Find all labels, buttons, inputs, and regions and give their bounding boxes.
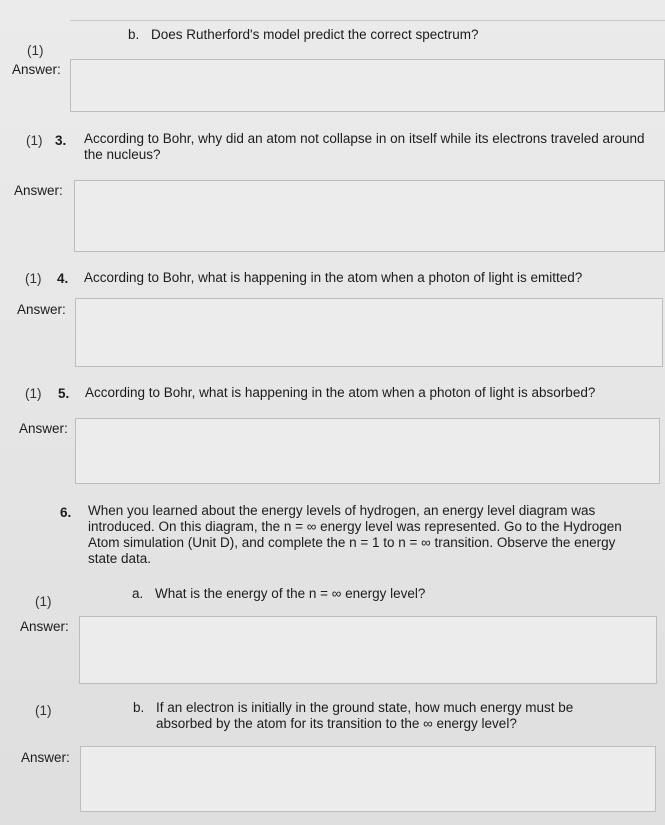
q2b-label: b. bbox=[128, 27, 140, 42]
q6b-answer-box[interactable] bbox=[80, 746, 656, 812]
q4-question: According to Bohr, what is happening in the atom when a photon of light is emitted? bbox=[84, 270, 583, 285]
q6b-question: If an electron is initially in the ground state, how much energy must be absorbed by the atom for its transition to the ∞ energy level? bbox=[156, 700, 574, 731]
q3-answer-label: Answer: bbox=[14, 183, 63, 198]
q6a-points: (1) bbox=[35, 594, 52, 609]
q5-answer-label: Answer: bbox=[19, 421, 68, 436]
q6b-label: b. bbox=[133, 700, 145, 715]
q5-points: (1) bbox=[25, 386, 42, 401]
q6a-answer-box[interactable] bbox=[79, 616, 657, 684]
q6-number: 6. bbox=[60, 505, 72, 520]
q6b-points: (1) bbox=[35, 703, 52, 718]
q3-points: (1) bbox=[26, 133, 43, 148]
q3-number: 3. bbox=[55, 133, 67, 148]
q6a-answer-label: Answer: bbox=[20, 619, 69, 634]
q5-number: 5. bbox=[58, 386, 70, 401]
q3-question: According to Bohr, why did an atom not collapse in on itself while its electrons traveled around the nucleus? bbox=[84, 131, 645, 162]
q6b-answer-label: Answer: bbox=[21, 750, 70, 765]
q2b-question: Does Rutherford's model predict the correct spectrum? bbox=[151, 27, 479, 42]
q3-answer-box[interactable] bbox=[74, 180, 665, 252]
top-rule bbox=[70, 20, 665, 21]
q2b-points: (1) bbox=[27, 43, 44, 58]
q4-points: (1) bbox=[25, 271, 42, 286]
q5-question: According to Bohr, what is happening in the atom when a photon of light is absorbed? bbox=[85, 385, 596, 400]
q6-question: When you learned about the energy levels of hydrogen, an energy level diagram was introduced. On this diagram, the n = ∞ energy level was represented. Go to the Hydrogen Atom simulation (Unit D), and complete the n = 1 to n = ∞ transition. Observe the energy state data. bbox=[88, 503, 622, 566]
q2b-answer-label: Answer: bbox=[12, 62, 61, 77]
q6a-label: a. bbox=[132, 586, 144, 601]
q5-answer-box[interactable] bbox=[75, 418, 660, 484]
q4-answer-label: Answer: bbox=[17, 302, 66, 317]
q6a-question: What is the energy of the n = ∞ energy level? bbox=[155, 586, 426, 601]
q4-answer-box[interactable] bbox=[75, 298, 663, 367]
q4-number: 4. bbox=[57, 271, 69, 286]
q2b-answer-box[interactable] bbox=[70, 59, 665, 112]
